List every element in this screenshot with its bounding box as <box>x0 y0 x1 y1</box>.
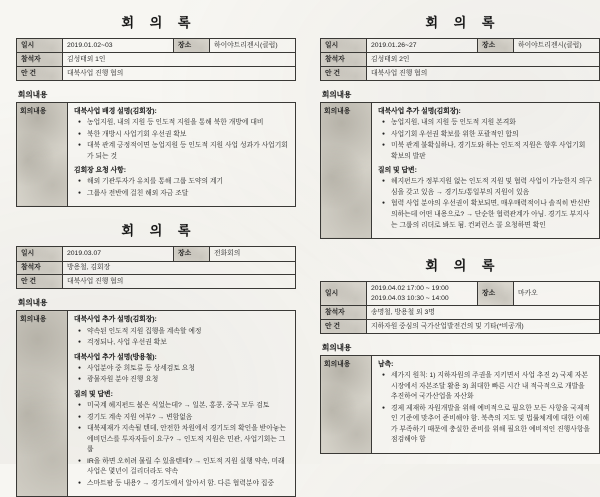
bullet-item: ● 경기도 계속 지원 여부? → 변함없음 <box>78 413 289 424</box>
content-row-label: 회의내용 <box>17 311 68 497</box>
date-line: 2019.04.03 10:30 ~ 14:00 <box>371 294 449 302</box>
agenda-value: 대북사업 진행 협의 <box>63 275 296 289</box>
attendees-value: 방용철, 김회장 <box>63 261 296 275</box>
content-row <box>17 311 296 497</box>
content-body <box>68 102 296 207</box>
bullet-item: ● 농업지원, 내의 지원 등 인도적 지원을 통해 북한 개방에 대비 <box>78 118 289 129</box>
bullet-item: ● 미북 관계 불확실하나, 경기도와 하는 인도적 지원은 향후 사업기회 확보의 발판 <box>382 141 593 162</box>
date-value <box>63 247 174 261</box>
bullet-item: ● 경제 제재하 자원개발을 위해 예비적으로 필요한 모든 사항을 국제적인 기준에 맞추어 준비해야 함. 북측의 지도 및 법률체계에 대한 이해가 부족하기 때문에 충실한 준비를 위해 필요한 예비적인 진행사항을 점검해야 함 <box>382 404 593 446</box>
info-row-date-place <box>321 282 600 306</box>
left-column <box>16 6 296 487</box>
section-heading: 질의 및 답변: <box>74 390 113 398</box>
date-line: 2019.01.26~27 <box>371 41 417 49</box>
content-row <box>321 102 600 238</box>
bullet-list <box>378 371 593 446</box>
meeting-content-table <box>16 310 296 497</box>
content-row <box>17 102 296 207</box>
place-value: 전화회의 <box>210 247 296 261</box>
content-body <box>372 102 600 238</box>
info-row-date-place <box>321 39 600 53</box>
agenda-value: 지하자원 중심의 국가산업발전건의 및 기타(*비공개) <box>367 320 600 334</box>
meeting-info-table <box>16 38 296 81</box>
agenda-value: 대북사업 진행 협의 <box>367 67 600 81</box>
place-label: 장소 <box>478 39 514 53</box>
attendees-label: 참석자 <box>17 261 63 275</box>
date-line: 2019.04.02 17:00 ~ 19:00 <box>371 284 449 292</box>
meeting-content-table <box>320 102 600 239</box>
bullet-item: ● 사업분야 중 희토류 등 상세검토 요청 <box>78 364 289 375</box>
bullet-list <box>378 118 593 162</box>
bullet-list <box>74 118 289 162</box>
meeting-minutes-document <box>16 220 296 497</box>
content-section-caption: 회의내용 <box>18 298 48 308</box>
info-row-attendees <box>17 261 296 275</box>
date-value <box>367 39 478 53</box>
info-row-agenda <box>321 320 600 334</box>
agenda-label: 안 건 <box>321 67 367 81</box>
bullet-list <box>74 364 289 386</box>
bullet-list <box>74 177 289 199</box>
attendees-value: 김성태외 1인 <box>63 53 296 67</box>
content-row-label: 회의내용 <box>321 356 372 454</box>
bullet-item: ● 해외 기관투자가 유치를 통해 그룹 도약의 계기 <box>78 177 289 188</box>
date-line: 2019.01.02~03 <box>67 41 113 49</box>
section-heading: 대북사업 배경 설명(김회장): <box>74 107 157 115</box>
bullet-list <box>378 177 593 231</box>
place-label: 장소 <box>174 247 210 261</box>
meeting-content-table <box>320 355 600 454</box>
section-heading: 남측: <box>378 361 394 369</box>
attendees-label: 참석자 <box>321 306 367 320</box>
document-title: 회 의 록 <box>425 258 501 274</box>
content-row <box>321 356 600 454</box>
agenda-label: 안 건 <box>17 67 63 81</box>
content-section-caption: 회의내용 <box>18 89 48 99</box>
agenda-label: 안 건 <box>17 275 63 289</box>
date-label: 일시 <box>17 247 63 261</box>
info-row-agenda <box>321 67 600 81</box>
bullet-item: ● 걱정되나, 사업 우선권 확보 <box>78 338 289 349</box>
content-body <box>372 356 600 454</box>
place-value: 하이야트리젠시(클럽) <box>210 39 296 53</box>
place-value: 하이야트리젠시(클럽) <box>514 39 600 53</box>
meeting-info-table <box>16 246 296 289</box>
bullet-item: ● 대북제재가 지속될 텐데, 안전한 차원에서 경기도의 확인을 받아놓는 에비던스를 투자자들이 요구? → 인도적 지원은 민관, 사업기회는 그룹 <box>78 424 289 456</box>
attendees-label: 참석자 <box>17 53 63 67</box>
bullet-item: ● 대북 관계 긍정적이면 농업지원 등 인도적 지원 사업 성과가 사업기회가 되는 것 <box>78 141 289 162</box>
right-column <box>320 6 600 464</box>
content-body <box>68 311 296 497</box>
bullet-item: ● 북한 개방시 사업기회 우선권 확보 <box>78 130 289 141</box>
info-row-agenda <box>17 67 296 81</box>
bullet-list <box>74 327 289 349</box>
bullet-item: ● 약속된 인도적 지원 집행을 계속할 예정 <box>78 327 289 338</box>
date-label: 일시 <box>321 282 367 306</box>
bullet-item: ● 협력 사업 분야의 우선권이 확보되면, 매우매력적이나 솔직히 반신반의하는데 어떤 내용으로? → 단순한 협력관계가 아님. 경기도 부지사는 그룹의 리더로 봐도 됨. 컨퍼런스 콜 요청하면 확인 <box>382 199 593 231</box>
attendees-value: 송명철, 방용철 외 3명 <box>367 306 600 320</box>
agenda-label: 안 건 <box>321 320 367 334</box>
document-title: 회 의 록 <box>121 223 197 239</box>
place-label: 장소 <box>478 282 514 306</box>
date-label: 일시 <box>321 39 367 53</box>
attendees-value: 김성태외 2인 <box>367 53 600 67</box>
bullet-item: ● 세가지 원칙: 1) 지하자원의 주권을 지키면서 사업 추진 2) 국제 자본시장에서 자본조달 활용 3) 최대한 빠른 시간 내 적극적으로 개발을 추진하여 국가산업을 자산화 <box>382 371 593 403</box>
info-row-attendees <box>321 306 600 320</box>
meeting-minutes-document <box>320 12 600 239</box>
meeting-content-table <box>16 102 296 208</box>
info-row-date-place <box>17 39 296 53</box>
meeting-info-table <box>320 281 600 334</box>
attendees-label: 참석자 <box>321 53 367 67</box>
place-value: 마카오 <box>514 282 600 306</box>
bullet-item: ● 그룹사 전반에 걸친 해외 자금 조달 <box>78 189 289 200</box>
bullet-item: ● 미국계 헤지펀드 붐은 식었는데? → 일본, 홍콩, 중국 모두 검토 <box>78 401 289 412</box>
bullet-item: ● 광물자원 분야 진행 요청 <box>78 375 289 386</box>
section-heading: 질의 및 답변: <box>378 167 417 175</box>
content-row-label: 회의내용 <box>321 102 372 238</box>
section-heading: 대북사업 추가 설명(김회장): <box>378 107 461 115</box>
bullet-item: ● 농업지원, 내의 지원 등 인도적 지원 본격화 <box>382 118 593 129</box>
section-heading: 김회장 요청 사항: <box>74 167 127 175</box>
content-row-label: 회의내용 <box>17 102 68 207</box>
bullet-list <box>74 401 289 489</box>
info-row-attendees <box>321 53 600 67</box>
content-section-caption: 회의내용 <box>322 89 352 99</box>
info-row-attendees <box>17 53 296 67</box>
agenda-value: 대북사업 진행 협의 <box>63 67 296 81</box>
document-title: 회 의 록 <box>425 15 501 30</box>
info-row-agenda <box>17 275 296 289</box>
meeting-minutes-document <box>320 255 600 454</box>
date-label: 일시 <box>17 39 63 53</box>
meeting-minutes-document <box>16 12 296 207</box>
date-line: 2019.03.07 <box>67 249 102 257</box>
meeting-info-table <box>320 38 600 81</box>
section-heading: 대북사업 추가 설명(방용철): <box>74 353 157 361</box>
document-title: 회 의 록 <box>121 15 197 30</box>
bullet-item: ● 스마트팜 등 내용? → 경기도에서 알아서 함. 다른 협력분야 집중 <box>78 479 289 490</box>
content-section-caption: 회의내용 <box>322 343 352 353</box>
bullet-item: ● 헤지펀드가 정부지원 없는 인도적 지원 및 협력 사업이 가능한지 의구심을 갖고 있음 → 경기도/통일부의 지원이 있음 <box>382 177 593 198</box>
date-value <box>63 39 174 53</box>
section-heading: 대북사업 추가 설명(김회장): <box>74 316 157 324</box>
bullet-item: ● 사업기회 우선권 확보를 위한 포괄적인 합의 <box>382 130 593 141</box>
date-value <box>367 282 478 306</box>
place-label: 장소 <box>174 39 210 53</box>
info-row-date-place <box>17 247 296 261</box>
bullet-item: ● IR을 하면 오히려 물릴 수 있을텐데? → 인도적 지원 실행 약속, 미래사업은 몇년이 걸리더라도 약속 <box>78 457 289 478</box>
